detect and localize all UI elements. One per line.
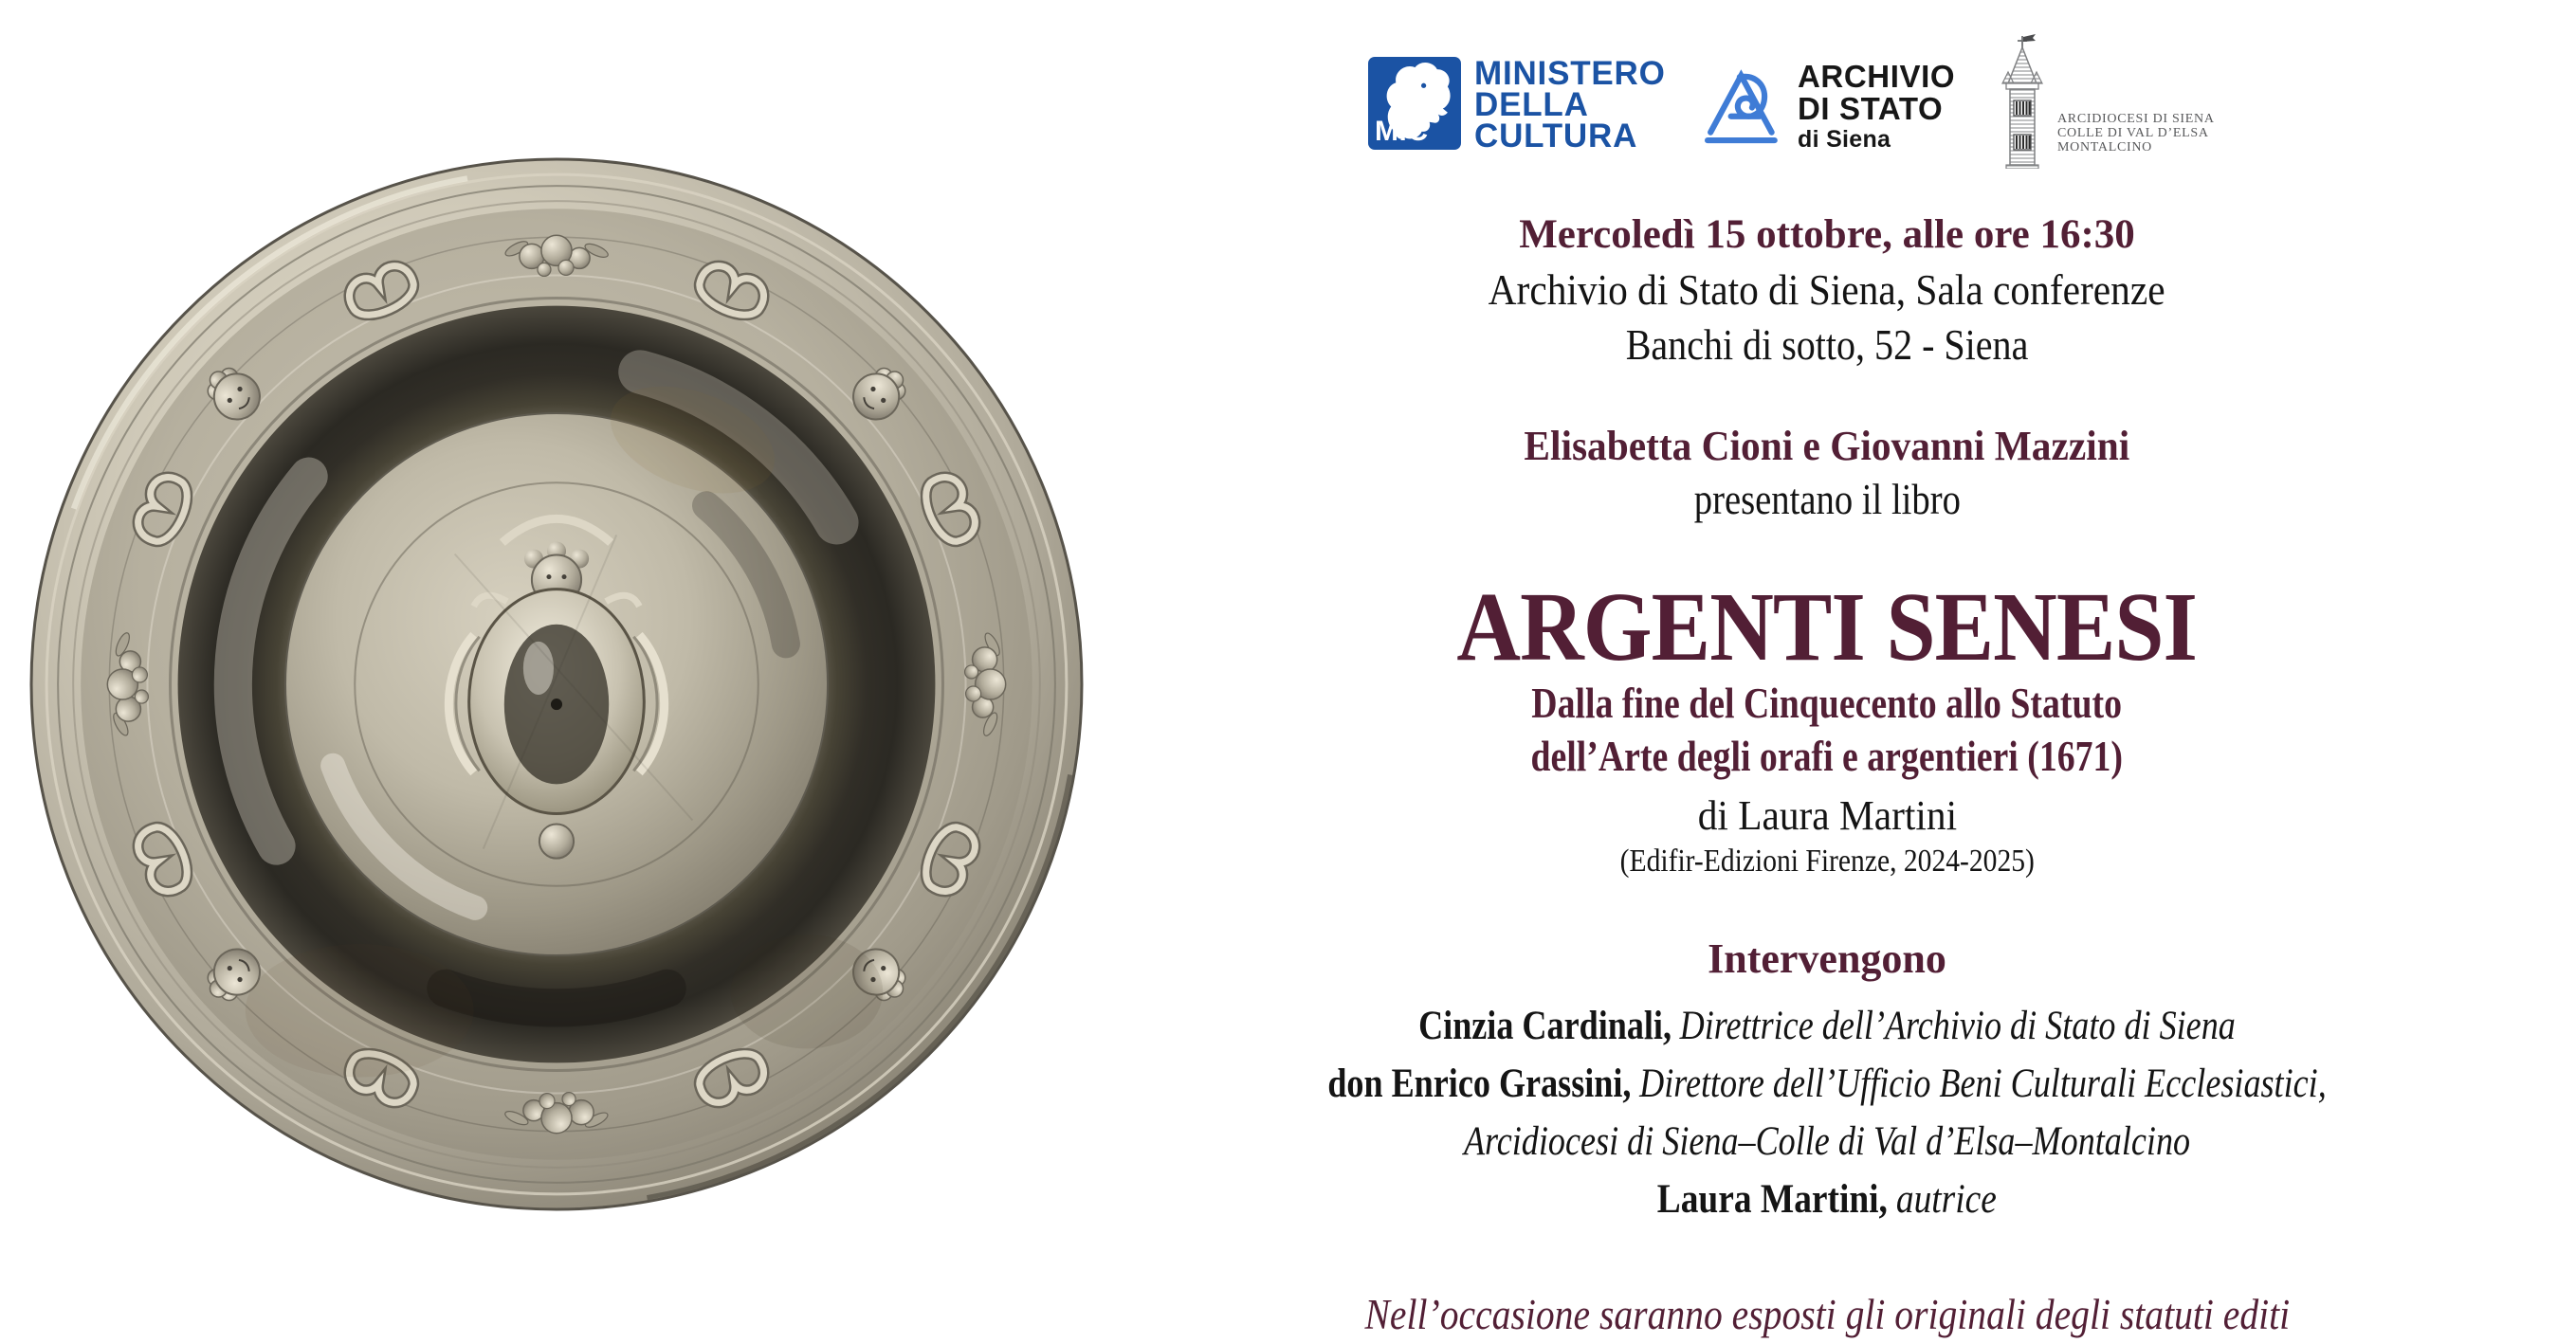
presenters-names: Elisabetta Cioni e Giovanni Mazzini: [1524, 423, 2130, 469]
speaker-role-continued: [1163, 1113, 2491, 1171]
speaker-role: Direttrice dell’Archivio di Stato di Siena: [1679, 1004, 2236, 1048]
book-subtitle-line-1: Dalla fine del Cinquecento allo Statuto: [1531, 680, 2123, 727]
mic-logo: [1368, 57, 1666, 152]
arcidiocesi-logo: [1997, 34, 2215, 169]
archivio-logo-line: DI STATO: [1798, 91, 1944, 126]
presents-label: presentano il libro: [1693, 475, 1961, 523]
archivio-di-stato-logo: [1705, 61, 1955, 153]
silver-plate-illustration: [27, 154, 1087, 1214]
speaker-role: Direttore dell’Ufficio Beni Culturali Ecclesiastici,: [1639, 1062, 2327, 1106]
book-publisher: (Edifir-Edizioni Firenze, 2024-2025): [1619, 844, 2035, 879]
speakers-heading: Intervengono: [1708, 935, 1946, 982]
speaker-name: Laura Martini,: [1656, 1177, 1889, 1222]
silver-plate-photo: [27, 154, 1087, 1214]
archivio-monogram-icon: [1705, 61, 1786, 152]
speaker-name: don Enrico Grassini,: [1327, 1062, 1632, 1106]
book-author: di Laura Martini: [1697, 792, 1957, 839]
arcidiocesi-logo-line: MONTALCINO: [2057, 140, 2152, 154]
mic-logo-square: [1368, 57, 1461, 150]
arcidiocesi-logo-line: ARCIDIOCESI DI SIENA: [2057, 112, 2215, 126]
speaker-role: Arcidiocesi di Siena–Colle di Val d’Elsa–Montalcino: [1463, 1119, 2191, 1164]
speaker-row: [1163, 1171, 2491, 1228]
book-title: ARGENTI SENESI: [1456, 572, 2198, 681]
archivio-logo-text: [1798, 61, 1955, 153]
archivio-logo-line: ARCHIVIO: [1798, 59, 1956, 94]
speaker-role: autrice: [1896, 1177, 1998, 1222]
mic-logo-line: CULTURA: [1474, 118, 1638, 154]
event-venue: Archivio di Stato di Siena, Sala conferenze: [1489, 265, 2165, 314]
archivio-logo-subline: di Siena: [1798, 126, 1891, 153]
mic-logo-label: MiC: [1375, 116, 1429, 147]
arcidiocesi-logo-line: COLLE DI VAL D’ELSA: [2057, 126, 2209, 140]
event-address: Banchi di sotto, 52 - Siena: [1625, 320, 2029, 369]
bell-tower-icon: [1997, 34, 2048, 169]
footer-note: Nell’occasione saranno esposti gli originali degli statuti editi: [1364, 1291, 2290, 1338]
speaker-row: [1163, 997, 2491, 1055]
mic-logo-text: [1474, 57, 1666, 152]
event-datetime: Mercoledì 15 ottobre, alle ore 16:30: [1519, 212, 2135, 257]
speaker-row: [1163, 1055, 2491, 1113]
speakers-list: [1163, 997, 2491, 1228]
mic-logo-line: MINISTERO: [1474, 55, 1666, 92]
arcidiocesi-logo-text: [2057, 112, 2215, 154]
speaker-name: Cinzia Cardinali,: [1418, 1004, 1672, 1048]
event-details-column: [1163, 210, 2491, 1340]
book-subtitle-line-2: dell’Arte degli orafi e argentieri (1671): [1530, 733, 2124, 780]
mic-logo-line: DELLA: [1474, 86, 1589, 123]
